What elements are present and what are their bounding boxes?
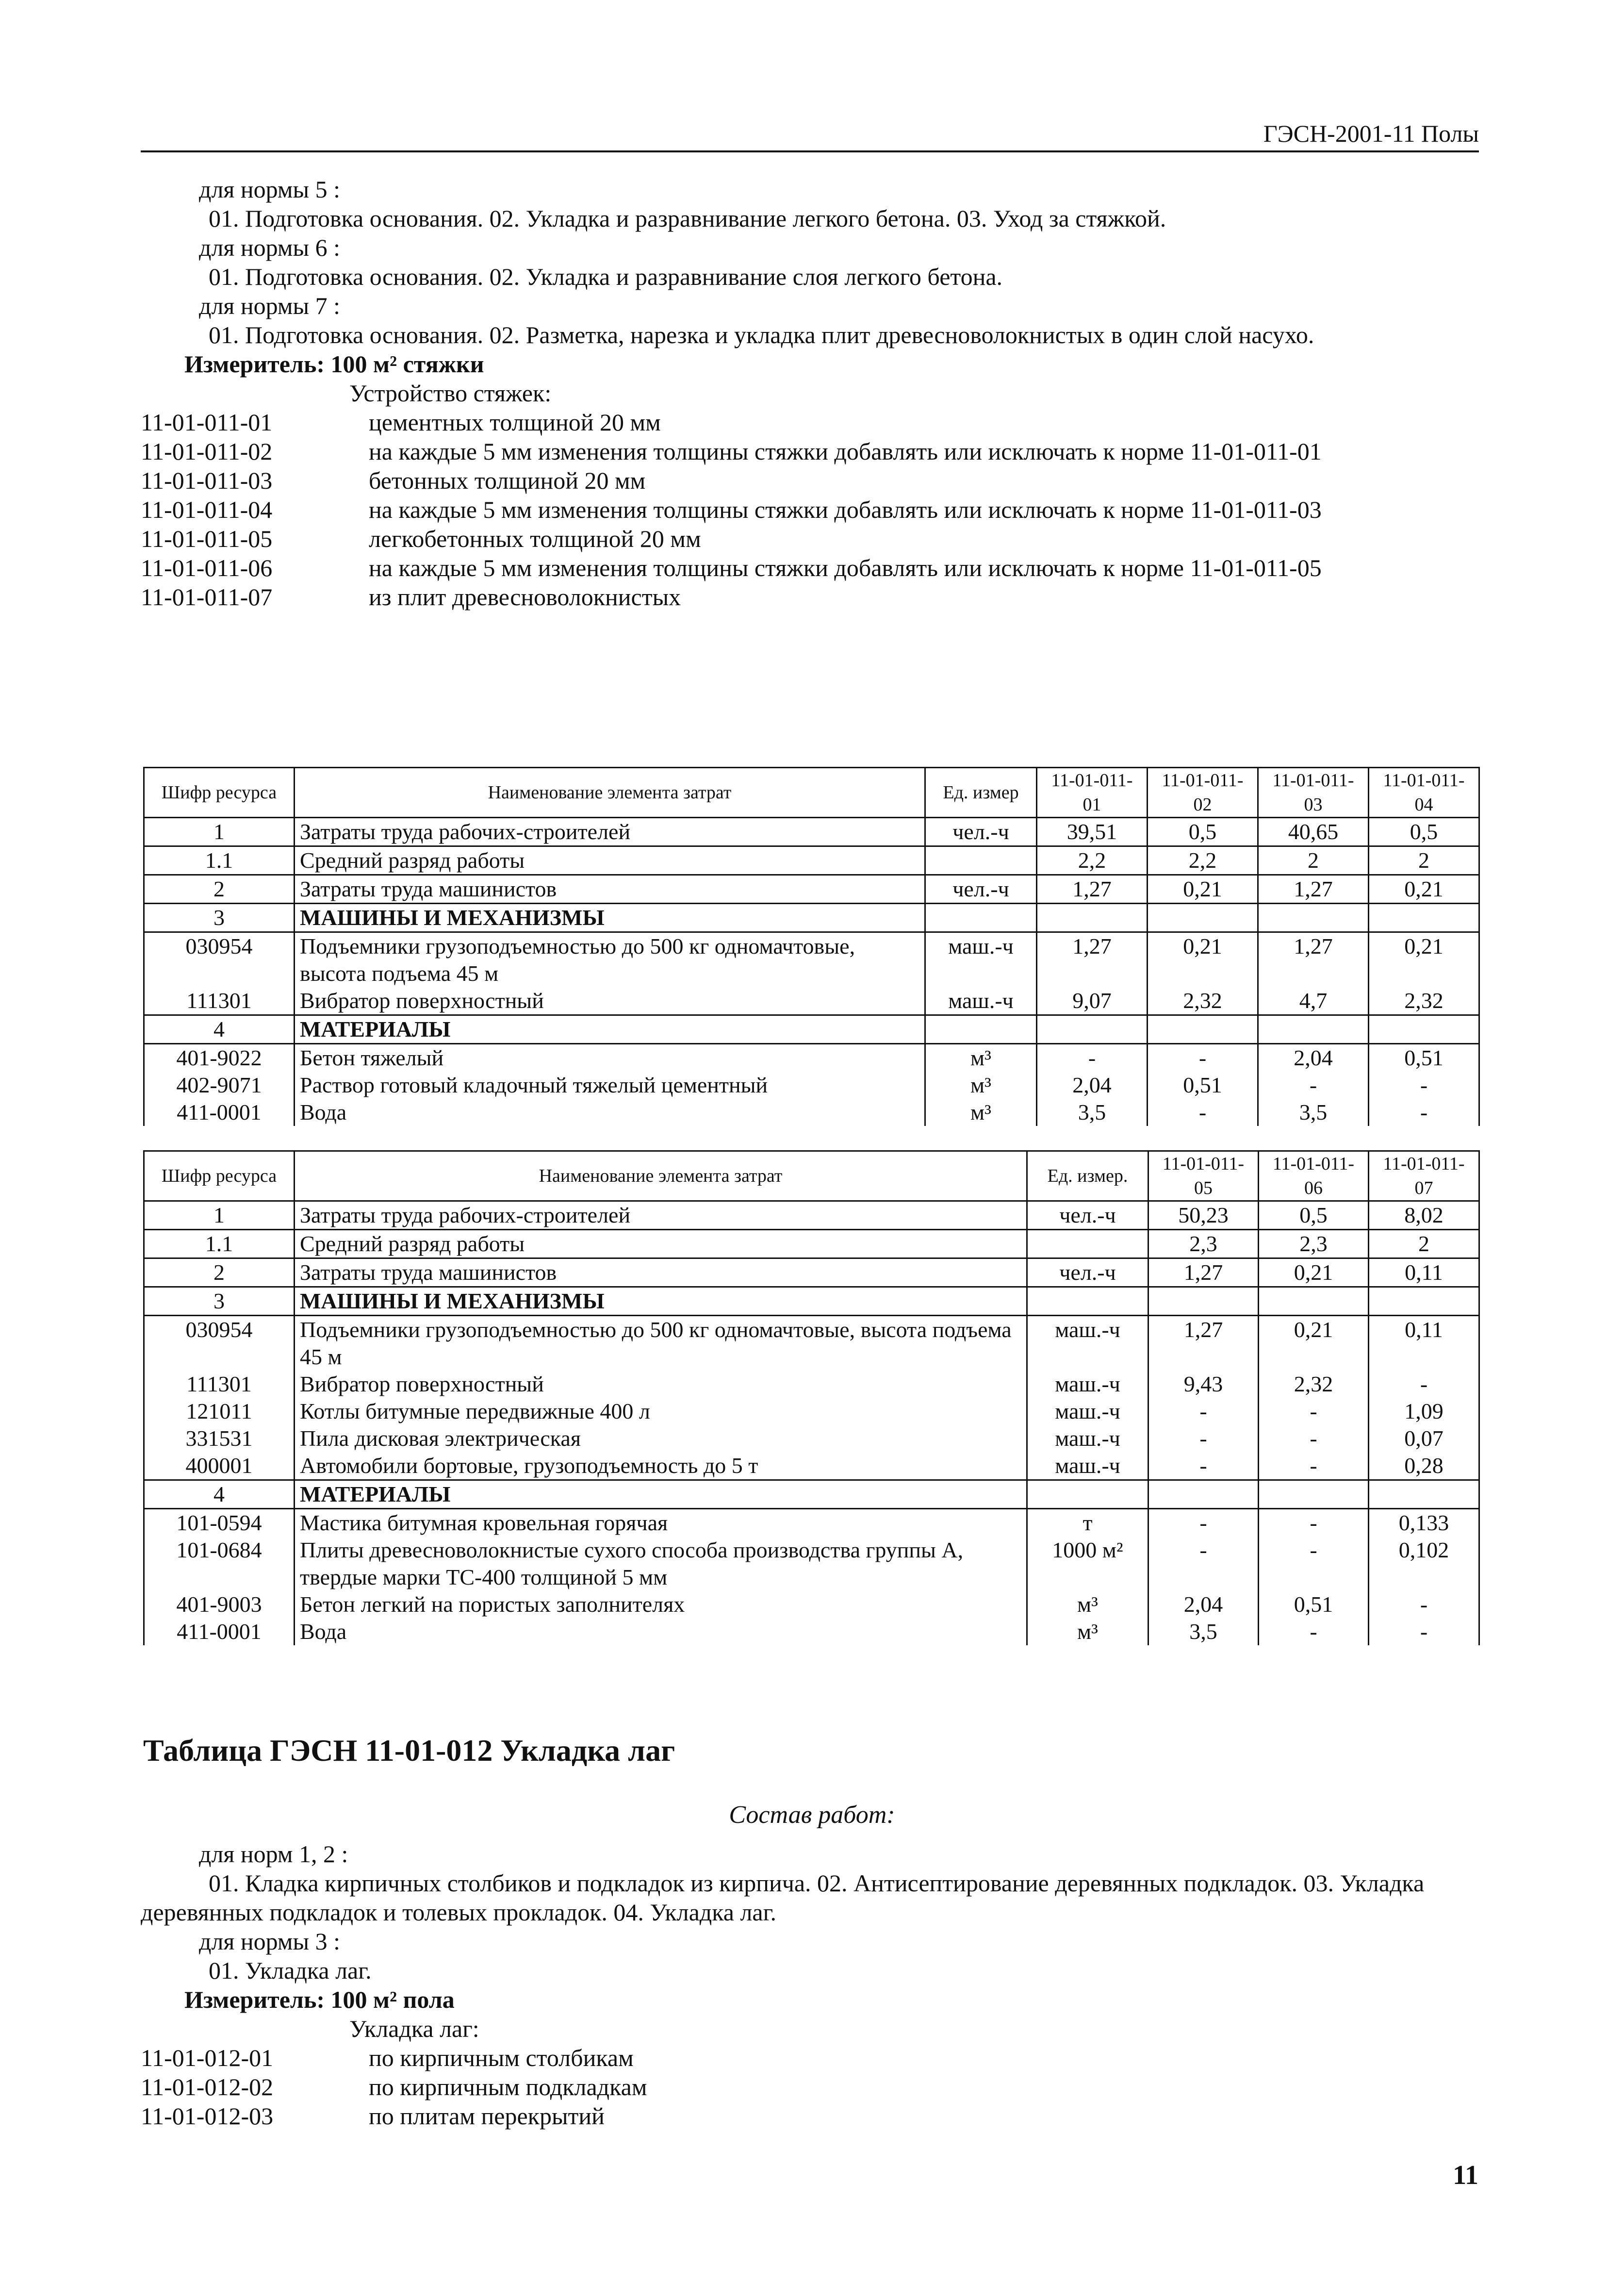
resource-value: 3,5 [1258,1099,1369,1126]
norm-code: 11-01-011-07 [141,583,273,611]
resource-value: 2,04 [1148,1591,1259,1618]
resource-value: - [1148,1425,1259,1452]
resource-unit: чел.-ч [1027,1201,1148,1230]
resource-value: 0,51 [1259,1591,1369,1618]
resource-code: 030954 [144,932,295,988]
resource-value: - [1259,1425,1369,1452]
resource-value: - [1259,1509,1369,1537]
resource-value: 2,32 [1259,1371,1369,1398]
resource-value: - [1369,1618,1479,1645]
resource-name: Вода [295,1099,925,1126]
resource-value: 2,32 [1148,987,1258,1015]
resource-value: 0,11 [1369,1316,1479,1371]
table-row [144,1537,1479,1591]
resource-unit: маш.-ч [925,987,1037,1015]
norm-code: 11-01-012-01 [141,2044,274,2071]
resource-value: 2,04 [1258,1044,1369,1072]
resource-value: 4,7 [1258,987,1369,1015]
resource-code: 4 [144,1015,295,1044]
norm-code: 11-01-011-01 [141,409,273,436]
table-row [144,818,1479,846]
resource-code: 401-9022 [144,1044,295,1072]
resource-name: Плиты древесноволокнистые сухого способа производства группы А, твердые марки ТС-400 толщиной 5 мм [295,1537,1027,1591]
resource-name: МАТЕРИАЛЫ [295,1480,1027,1509]
resource-name: Вибратор поверхностный [295,1371,1027,1398]
resource-value: 2,3 [1148,1230,1259,1258]
resource-name: Подъемники грузоподъемностью до 500 кг одномачтовые, высота подъема 45 м [295,1316,1027,1371]
resource-name: Раствор готовый кладочный тяжелый цементный [295,1072,925,1099]
table-row [144,1452,1479,1480]
work-composition-block-2 [141,1839,1479,2131]
table-row [144,1398,1479,1425]
norms-heading: Устройство стяжек: [349,380,552,407]
composition-label: для норм 1, 2 : [199,1840,348,1868]
resource-value: 0,21 [1259,1316,1369,1371]
resource-value: 3,5 [1037,1099,1148,1126]
resource-unit: м³ [925,1044,1037,1072]
resource-value: - [1259,1618,1369,1645]
resource-unit: т [1027,1509,1148,1537]
resource-code: 2 [144,875,295,904]
resource-unit: 1000 м² [1027,1537,1148,1591]
resource-name: Средний разряд работы [295,1230,1027,1258]
resource-code: 1 [144,818,295,846]
resource-code: 4 [144,1480,295,1509]
measure-value: 100 м² пола [330,1986,455,2013]
resource-value: - [1259,1537,1369,1591]
norm-text: по кирпичным столбикам [369,2044,634,2071]
table-header-cell: Наименование элемента затрат [295,1151,1027,1201]
resource-value: 2 [1369,846,1479,875]
section-title: Таблица ГЭСН 11-01-012 Укладка лаг [143,1733,675,1768]
table-row [144,1509,1479,1537]
resource-value: 3,5 [1148,1618,1259,1645]
page-header [141,116,1479,152]
resource-value: 0,21 [1369,932,1479,988]
table-row [144,1072,1479,1099]
composition-text: 01. Подготовка основания. 02. Укладка и разравнивание слоя легкого бетона. [209,263,1003,290]
resource-code: 1 [144,1201,295,1230]
resource-code: 1.1 [144,1230,295,1258]
composition-label: для нормы 6 : [199,234,341,261]
table-row [144,1591,1479,1618]
resource-value [1148,1015,1258,1044]
resource-unit [925,904,1037,932]
table-row [144,1371,1479,1398]
table-row [144,1316,1479,1371]
resource-name: МАШИНЫ И МЕХАНИЗМЫ [295,1287,1027,1316]
composition-title: Состав работ: [729,1801,895,1829]
norm-code: 11-01-011-06 [141,554,273,581]
resource-name: Пила дисковая электрическая [295,1425,1027,1452]
resource-code: 030954 [144,1316,295,1371]
table-header-cell: Ед. измер. [1027,1151,1148,1201]
norm-row [141,408,1479,437]
norm-code: 11-01-012-02 [141,2073,274,2100]
resource-value: 1,27 [1258,932,1369,988]
table-header-cell: Шифр ресурса [144,1151,295,1201]
resource-code: 101-0594 [144,1509,295,1537]
resource-value: - [1037,1044,1148,1072]
norm-code: 11-01-011-02 [141,438,273,465]
resource-value [1148,904,1258,932]
table-row [144,904,1479,932]
resource-unit: маш.-ч [925,932,1037,988]
resource-value: 0,21 [1369,875,1479,904]
resource-code: 3 [144,904,295,932]
resource-value: 2,04 [1037,1072,1148,1099]
resource-code: 331531 [144,1425,295,1452]
composition-text: 01. Подготовка основания. 02. Разметка, нарезка и укладка плит древесноволокнистых в один слой насухо. [209,321,1314,348]
resource-unit [925,1015,1037,1044]
resource-value [1369,904,1479,932]
resource-unit: м³ [1027,1618,1148,1645]
norm-text: на каждые 5 мм изменения толщины стяжки добавлять или исключать к норме 11-01-011-05 [369,554,1322,581]
norms-list [141,2043,1479,2131]
resource-unit: маш.-ч [1027,1316,1148,1371]
resource-value: 0,133 [1369,1509,1479,1537]
norm-text: легкобетонных толщиной 20 мм [369,525,701,552]
norm-text: цементных толщиной 20 мм [369,409,661,436]
norm-text: на каждые 5 мм изменения толщины стяжки добавлять или исключать к норме 11-01-011-01 [369,438,1322,465]
resource-name: Затраты труда рабочих-строителей [295,1201,1027,1230]
resource-unit: м³ [1027,1591,1148,1618]
resource-unit [1027,1480,1148,1509]
resource-value: - [1148,1452,1259,1480]
resource-value: 0,07 [1369,1425,1479,1452]
norms-heading: Укладка лаг: [349,2015,479,2042]
resource-value: 39,51 [1037,818,1148,846]
norm-code: 11-01-011-04 [141,496,273,523]
resource-value: 0,5 [1148,818,1258,846]
resource-value: - [1259,1452,1369,1480]
table-row [144,846,1479,875]
resource-name: Затраты труда машинистов [295,1258,1027,1287]
resource-name: Средний разряд работы [295,846,925,875]
resource-unit: м³ [925,1072,1037,1099]
table-header-cell: Ед. измер [925,768,1037,818]
resource-value: 8,02 [1369,1201,1479,1230]
measure-value: 100 м² стяжки [330,350,484,378]
resource-unit: маш.-ч [1027,1398,1148,1425]
resource-value: 50,23 [1148,1201,1259,1230]
resource-value [1259,1480,1369,1509]
resource-code: 400001 [144,1452,295,1480]
measure-line [141,1985,1479,2014]
resource-name: Бетон тяжелый [295,1044,925,1072]
norms-list [141,408,1479,612]
norm-row [141,466,1479,495]
resource-code: 411-0001 [144,1618,295,1645]
resource-code: 111301 [144,987,295,1015]
resource-name: Котлы битумные передвижные 400 л [295,1398,1027,1425]
resource-code: 101-0684 [144,1537,295,1591]
resource-value: - [1258,1072,1369,1099]
resource-value: 9,07 [1037,987,1148,1015]
resource-value: 0,21 [1148,875,1258,904]
norm-text: бетонных толщиной 20 мм [369,467,646,494]
resource-unit: маш.-ч [1027,1425,1148,1452]
table-row [144,987,1479,1015]
resource-value: 2,32 [1369,987,1479,1015]
norm-text: по плитам перекрытий [369,2102,605,2130]
table-header-cell: 11-01-011-05 [1148,1151,1259,1201]
resource-value: 1,09 [1369,1398,1479,1425]
resource-table-2 [143,1150,1480,1645]
resource-value: 2 [1369,1230,1479,1258]
norm-row [141,2101,1479,2131]
resource-name: Вода [295,1618,1027,1645]
table-row [144,1201,1479,1230]
table-row [144,1099,1479,1126]
resource-value: - [1369,1072,1479,1099]
resource-value: 2,2 [1037,846,1148,875]
composition-label: для нормы 5 : [199,176,341,203]
resource-unit [925,846,1037,875]
composition-label: для нормы 3 : [199,1928,341,1955]
resource-value: - [1259,1398,1369,1425]
resource-value: 1,27 [1037,875,1148,904]
resource-code: 401-9003 [144,1591,295,1618]
resource-code: 121011 [144,1398,295,1425]
norm-code: 11-01-012-03 [141,2102,274,2130]
resource-code: 411-0001 [144,1099,295,1126]
table-row [144,1230,1479,1258]
resource-code: 2 [144,1258,295,1287]
resource-value: 0,5 [1259,1201,1369,1230]
resource-value [1259,1287,1369,1316]
resource-name: Мастика битумная кровельная горячая [295,1509,1027,1537]
composition-text: 01. Укладка лаг. [209,1957,372,1984]
work-composition-block [141,175,1479,612]
resource-code: 1.1 [144,846,295,875]
resource-value: 2 [1258,846,1369,875]
resource-value: - [1369,1591,1479,1618]
resource-name: Автомобили бортовые, грузоподъемность до 5 т [295,1452,1027,1480]
resource-unit: чел.-ч [1027,1258,1148,1287]
resource-value: 2,3 [1259,1230,1369,1258]
resource-value [1037,904,1148,932]
table-row [144,1258,1479,1287]
table-row [144,1044,1479,1072]
resource-unit: чел.-ч [925,875,1037,904]
table-header-cell: Наименование элемента затрат [295,768,925,818]
resource-code: 111301 [144,1371,295,1398]
resource-value [1148,1287,1259,1316]
resource-value: 0,28 [1369,1452,1479,1480]
resource-value: 0,51 [1369,1044,1479,1072]
resource-unit [1027,1230,1148,1258]
composition-text: 01. Подготовка основания. 02. Укладка и разравнивание легкого бетона. 03. Уход за стяжкой. [209,205,1166,232]
resource-name: МАШИНЫ И МЕХАНИЗМЫ [295,904,925,932]
resource-value: - [1369,1371,1479,1398]
norm-row [141,437,1479,466]
resource-code: 402-9071 [144,1072,295,1099]
resource-value [1258,904,1369,932]
resource-value: 0,5 [1369,818,1479,846]
resource-unit: маш.-ч [1027,1452,1148,1480]
resource-value: 0,21 [1259,1258,1369,1287]
resource-name: Вибратор поверхностный [295,987,925,1015]
table-row [144,1480,1479,1509]
resource-unit: чел.-ч [925,818,1037,846]
norm-row [141,524,1479,553]
resource-unit: маш.-ч [1027,1371,1148,1398]
resource-code: 3 [144,1287,295,1316]
table-header-cell: Шифр ресурса [144,768,295,818]
norm-row [141,553,1479,582]
norm-text: по кирпичным подкладкам [369,2073,647,2100]
table-row [144,1015,1479,1044]
norm-text: на каждые 5 мм изменения толщины стяжки добавлять или исключать к норме 11-01-011-03 [369,496,1322,523]
table-header-cell: 11-01-011-03 [1258,768,1369,818]
measure-label: Измеритель: [184,1986,325,2013]
resource-value: - [1148,1509,1259,1537]
measure-label: Измеритель: [184,350,325,378]
resource-value [1369,1480,1479,1509]
norm-row [141,582,1479,612]
resource-value: 1,27 [1258,875,1369,904]
resource-value: 40,65 [1258,818,1369,846]
header-title: ГЭСН-2001-11 Полы [1263,120,1479,147]
norm-row [141,2072,1479,2101]
resource-value: 0,21 [1148,932,1258,988]
resource-value: - [1369,1099,1479,1126]
table-header-row [144,768,1479,818]
composition-label: для нормы 7 : [199,292,341,319]
table-row [144,932,1479,988]
table-row [144,1618,1479,1645]
norm-code: 11-01-011-03 [141,467,273,494]
page-number: 11 [1453,2160,1478,2190]
resource-unit: м³ [925,1099,1037,1126]
norm-code: 11-01-011-05 [141,525,273,552]
resource-name: Затраты труда рабочих-строителей [295,818,925,846]
resource-value: 1,27 [1148,1258,1259,1287]
resource-value: 9,43 [1148,1371,1259,1398]
resource-value: - [1148,1044,1258,1072]
resource-value: - [1148,1398,1259,1425]
resource-value [1369,1287,1479,1316]
composition-text: 01. Кладка кирпичных столбиков и подкладок из кирпича. 02. Антисептирование деревянных подкладок. 03. Укладка деревянных подкладок и толевых прокладок. 04. Укладка лаг. [141,1869,1425,1926]
resource-name: Подъемники грузоподъемностью до 500 кг одномачтовые, высота подъема 45 м [295,932,925,988]
resource-value: 0,11 [1369,1258,1479,1287]
resource-value: - [1148,1099,1258,1126]
resource-value: 1,27 [1037,932,1148,988]
norm-text: из плит древесноволокнистых [369,583,681,611]
resource-value [1258,1015,1369,1044]
table-header-row [144,1151,1479,1201]
resource-value: 0,102 [1369,1537,1479,1591]
table-header-cell: 11-01-011-04 [1369,768,1479,818]
table-header-cell: 11-01-011-01 [1037,768,1148,818]
norm-row [141,2043,1479,2072]
table-header-cell: 11-01-011-02 [1148,768,1258,818]
table-row [144,875,1479,904]
resource-value [1037,1015,1148,1044]
resource-name: МАТЕРИАЛЫ [295,1015,925,1044]
resource-value [1369,1015,1479,1044]
resource-value [1148,1480,1259,1509]
resource-name: Бетон легкий на пористых заполнителях [295,1591,1027,1618]
table-header-cell: 11-01-011-07 [1369,1151,1479,1201]
table-row [144,1287,1479,1316]
resource-table-1 [143,767,1480,1126]
table-row [144,1425,1479,1452]
resource-unit [1027,1287,1148,1316]
norm-row [141,495,1479,524]
resource-value: 2,2 [1148,846,1258,875]
resource-value: 0,51 [1148,1072,1258,1099]
measure-line [141,349,1479,379]
table-header-cell: 11-01-011-06 [1259,1151,1369,1201]
resource-value: 1,27 [1148,1316,1259,1371]
resource-value: - [1148,1537,1259,1591]
resource-name: Затраты труда машинистов [295,875,925,904]
